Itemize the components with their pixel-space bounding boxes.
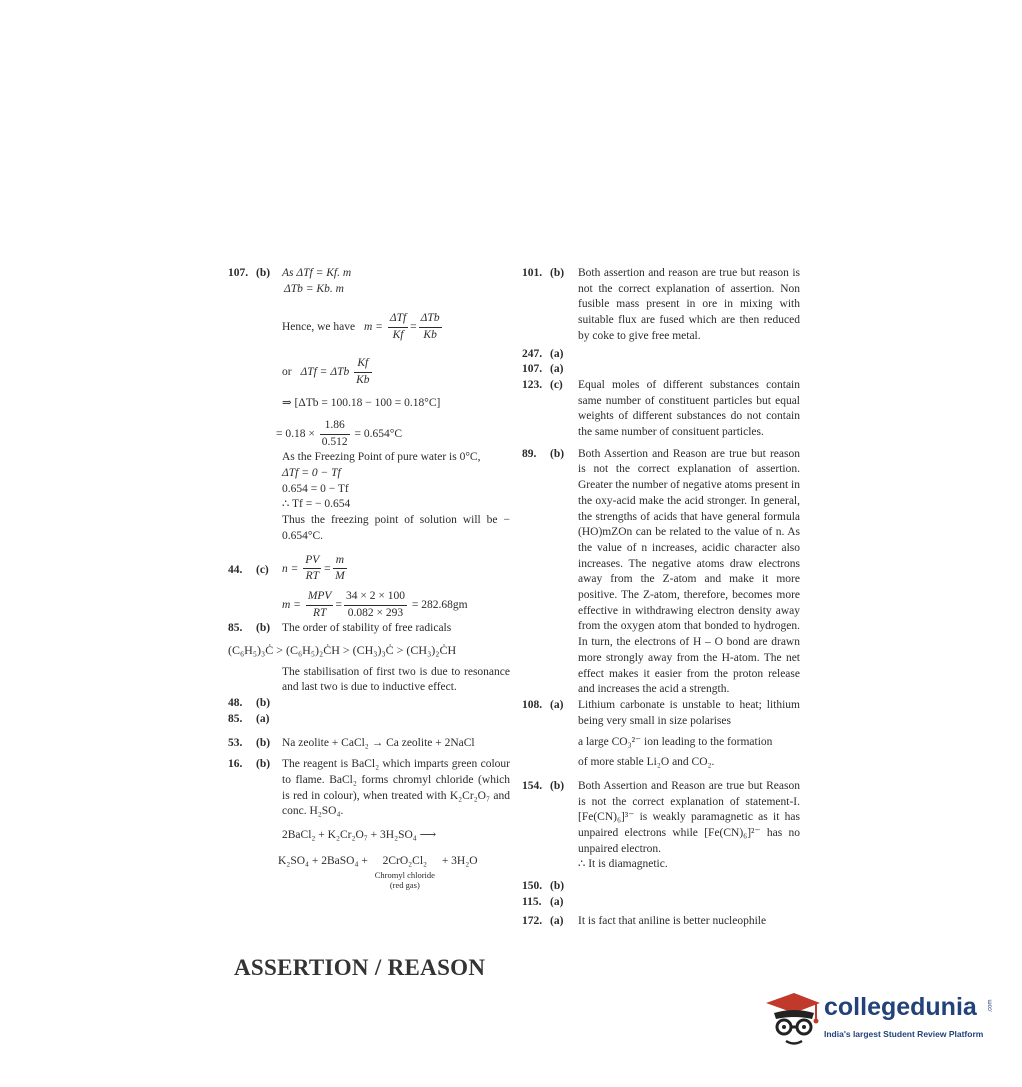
question-number: 115. (522, 895, 542, 908)
paragraph: It is fact that aniline is better nucleophile (578, 915, 767, 928)
question-number: 101. (522, 267, 543, 279)
radical-order: (C₆H₅)₃Ċ > (C₆H₅)₂ĊH > (CH₃)₃Ċ > (CH₃)₂ĊH (228, 643, 457, 658)
answer-option: (a) (256, 712, 270, 725)
paragraph: a large CO₃²⁻ ion leading to the formation (578, 736, 773, 749)
answer-option: (b) (550, 267, 565, 279)
section-heading: ASSERTION / REASON (234, 955, 486, 980)
reaction-equation: 2BaCl₂ + K₂Cr₂O₇ + 3H₂SO₄ ⟶ (282, 829, 437, 842)
paragraph: Both Assertion and Reason are true but reason is not the correct explanation of assertion. Greater the number of negative atoms present in the oxy-acid make the acid stronger. In general, the strengths of acids that have general formula (HO)mZOn can be related to the value of n. As the value of n increases, acidic character also increases. The negative atoms draw electrons away from the Z-atom and make it more positive. The Z-atom, therefore, becomes more effective in withdrawing electron density away from the oxygen atom that bonded to hydrogen. In turn, the electrons of H – O bond are drawn more strongly away from the H-atom. The net effect makes it easier from the proton release and increases the acid a strength. (578, 447, 800, 696)
question-number: 150. (522, 880, 543, 893)
answer-option: (b) (550, 779, 565, 792)
calc-rhs: = 0.654°C (354, 427, 402, 440)
brand-name: collegedunia (824, 993, 977, 1021)
equation-lhs: m = (282, 598, 301, 611)
answer-16 (228, 757, 510, 889)
fraction-numerator: 1.86 (320, 418, 350, 435)
question-number: 48. (228, 697, 243, 710)
answer-89 (522, 447, 800, 698)
fraction-numerator: PV (303, 553, 321, 570)
equation-line: ⇒ [ΔTb = 100.18 − 100 = 0.18°C] (282, 397, 441, 410)
answer-option: (b) (256, 736, 271, 749)
answer-101 (522, 266, 800, 345)
equation-rhs: = 282.68gm (411, 598, 468, 611)
right-column (522, 266, 800, 930)
paragraph: ∴ It is diamagnetic. (578, 858, 668, 871)
question-number: 172. (522, 915, 543, 928)
equation-line: ΔTf = ΔTb (300, 365, 350, 378)
reaction-equation: Na zeolite + CaCl₂ → Ca zeolite + 2NaCl (282, 736, 475, 749)
question-number: 53. (228, 736, 243, 749)
answer-option: (b) (256, 267, 271, 279)
collegedunia-logo (758, 985, 994, 1055)
reaction-products: + 3H₂O (441, 854, 478, 867)
answer-123 (522, 378, 800, 441)
question-number: 85. (228, 622, 243, 635)
fraction-numerator: 34 × 2 × 100 (344, 589, 407, 606)
equation-line: 0.654 = 0 − Tf (282, 482, 349, 495)
answer-115 (522, 895, 800, 911)
fraction-numerator: ΔTb (419, 311, 442, 328)
question-number: 16. (228, 758, 243, 771)
paragraph: of more stable Li₂O and CO₂. (578, 756, 715, 769)
text-hence: Hence, we have (282, 321, 356, 334)
reaction-products: K₂SO₄ + 2BaSO₄ + (278, 854, 368, 867)
answer-option: (b) (550, 880, 565, 893)
paragraph: As the Freezing Point of pure water is 0°C, (282, 451, 481, 464)
graduate-mascot-icon (762, 989, 822, 1049)
question-number: 123. (522, 378, 543, 391)
answer-154 (522, 779, 800, 873)
answer-53 (228, 736, 510, 752)
answer-85 (228, 621, 510, 696)
calc-lhs: = 0.18 × (276, 427, 315, 440)
fraction-numerator: m (333, 553, 347, 570)
question-number: 247. (522, 347, 543, 360)
paragraph: Lithium carbonate is unstable to heat; lithium being very small in size polarises (578, 698, 800, 727)
question-number: 44. (228, 563, 243, 576)
equation-line: ΔTf = 0 − Tf (282, 467, 341, 480)
fraction-denominator: RT (305, 570, 319, 583)
fraction-denominator: 0.082 × 293 (347, 606, 404, 619)
chromyl-chloride-formula: 2CrO₂Cl₂ (382, 854, 428, 867)
brand-suffix: .com (987, 999, 994, 1013)
fraction-denominator: 0.512 (321, 435, 348, 448)
answer-option: (b) (256, 697, 271, 710)
question-number: 89. (522, 447, 537, 460)
answer-150 (522, 879, 800, 895)
answer-option: (c) (550, 378, 563, 391)
equation-line: ∴ Tf = − 0.654 (282, 498, 351, 511)
answer-option: (b) (256, 758, 271, 771)
answer-option: (a) (550, 347, 564, 360)
question-number: 85. (228, 712, 243, 725)
fraction-numerator: Kf (354, 356, 371, 373)
equation-lhs: n = (282, 562, 299, 575)
answer-108 (522, 698, 800, 771)
fraction-numerator: ΔTf (388, 311, 408, 328)
left-column (228, 266, 510, 890)
brand-tagline: India's largest Student Review Platform (824, 1029, 984, 1039)
text-or: or (282, 365, 292, 378)
question-number: 154. (522, 779, 543, 792)
paragraph: Both Assertion and Reason are true but Reason is not the correct explanation of statement-I. [Fe(CN)₆]³⁻ is weakly paramagnetic as it has unpaired electrons while [Fe(CN)₆]²⁻ has no unpaired electron. (578, 779, 800, 855)
paragraph: Thus the freezing point of solution will be − 0.654°C. (282, 514, 510, 542)
answer-85-a (228, 712, 510, 728)
answer-44: 44. (c) n = $\frac{PV}{RT}$ = $\frac{m}{M}$ m = $\frac{\text{MPV}}{RT}$ = $\frac{34 \times 2 \times 100}{0.082 \times 293}$ = 282.68gm (228, 553, 510, 622)
answer-option: (a) (550, 698, 564, 711)
answer-option: (a) (550, 895, 564, 908)
equation-line: As ΔTf = Kf. m (282, 267, 352, 279)
fraction-numerator: MPV (306, 589, 334, 606)
paragraph: Equal moles of different substances contain same number of constituent particles but equal weights of different substances do not contain the same number of consituent particles. (578, 378, 800, 439)
paragraph: Both assertion and reason are true but reason is not the correct explanation of assertion. Non fusible mass present in ore in mixing with suitable flux are fused which are then reduced by coke to give free metal. (578, 267, 800, 342)
equation-line: ΔTb = Kb. m (284, 282, 344, 295)
product-note: Chromyl chloride (374, 869, 435, 880)
answer-107-right (522, 362, 800, 378)
paragraph: The reagent is BaCl₂ which imparts green colour to flame. BaCl₂ forms chromyl chloride (which is red in colour), when treated with K₂Cr₂O₇ and conc. H₂SO₄. (282, 758, 510, 818)
fraction-denominator: RT (312, 606, 327, 619)
fraction-denominator: Kb (423, 329, 437, 342)
answer-48 (228, 696, 510, 712)
answer-option: (b) (256, 622, 271, 635)
answer-107-left: 107. (b) As ΔTf = Kf. m ΔTb = Kb. m Hence, we have m = $\frac{\text{ΔTf}}{Kf}$ = $\frac{\text{ΔTb}}{Kb}$ or ΔTf = ΔTb $\frac{Kf}{Kb}$ ⇒ [ΔTb = 100.18 − 100 = 0.18°C] = 0.18 × $\frac{1.86}{0.512}$ = 0.654°C As the Freezing Point of pure water is 0°C, ΔTf = 0 − Tf 0.654 = 0 − Tf ∴ Tf = − 0.654 Thus the freezing point of solution will be − 0.654°C. (228, 266, 510, 545)
fraction-denominator: Kf (392, 329, 404, 342)
answer-option: (a) (550, 915, 564, 928)
answer-option: (c) (256, 563, 269, 576)
answer-247 (522, 347, 800, 363)
paragraph: The order of stability of free radicals (282, 622, 452, 635)
product-note: (red gas) (389, 879, 420, 890)
answer-option: (b) (550, 447, 565, 460)
question-number: 107. (228, 267, 249, 279)
question-number: 107. (522, 363, 543, 376)
equation-m: m = (364, 321, 383, 334)
answer-option: (a) (550, 363, 564, 376)
answer-172 (522, 914, 800, 930)
question-number: 108. (522, 698, 543, 711)
fraction-denominator: Kb (356, 373, 370, 386)
fraction-denominator: M (335, 570, 345, 583)
paragraph: The stabilisation of first two is due to resonance and last two is due to inductive effect. (282, 665, 510, 694)
